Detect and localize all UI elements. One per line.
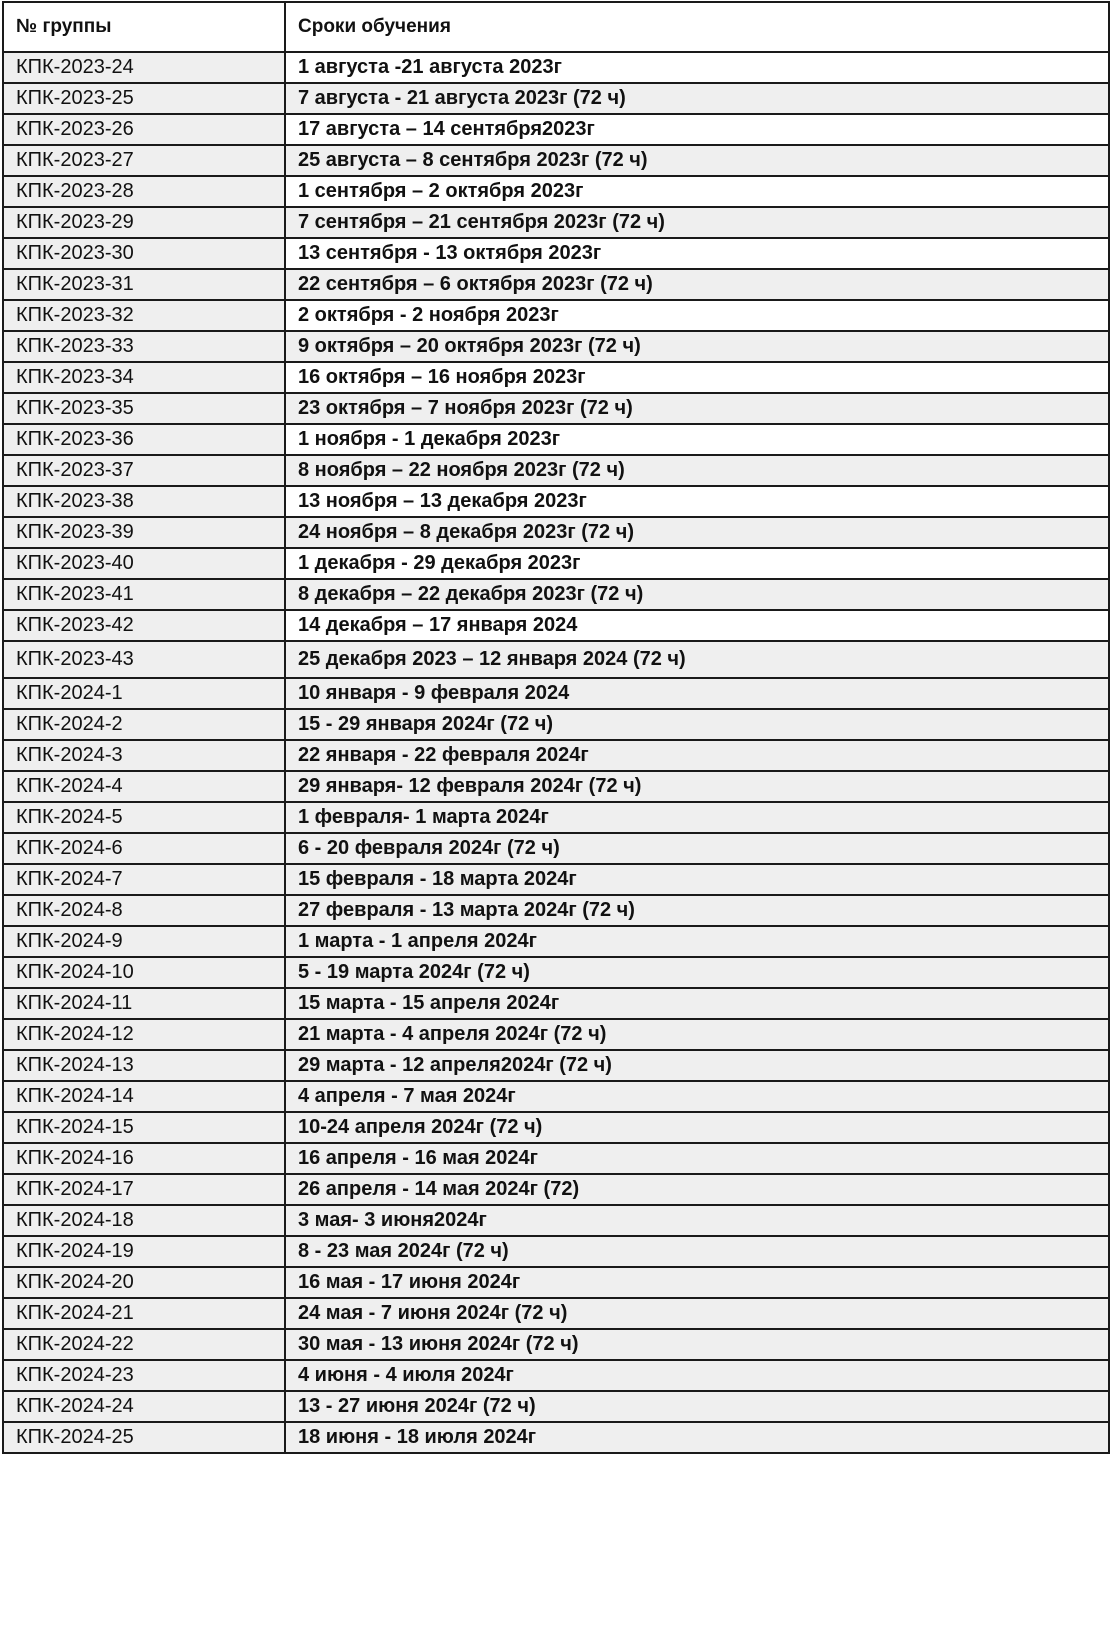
table-row: [3, 393, 1109, 424]
training-dates-cell: 16 мая - 17 июня 2024г: [285, 1267, 1109, 1298]
group-number-cell: КПК-2024-2: [3, 709, 285, 740]
group-number-cell: КПК-2023-32: [3, 300, 285, 331]
training-dates-cell: 23 октября – 7 ноября 2023г (72 ч): [285, 393, 1109, 424]
group-number-cell: КПК-2023-25: [3, 83, 285, 114]
table-row: [3, 207, 1109, 238]
training-dates-cell: 1 ноября - 1 декабря 2023г: [285, 424, 1109, 455]
training-dates-cell: 26 апреля - 14 мая 2024г (72): [285, 1174, 1109, 1205]
training-dates-cell: 13 ноября – 13 декабря 2023г: [285, 486, 1109, 517]
training-dates-cell: 27 февраля - 13 марта 2024г (72 ч): [285, 895, 1109, 926]
table-row: [3, 517, 1109, 548]
training-dates-cell: 29 марта - 12 апреля2024г (72 ч): [285, 1050, 1109, 1081]
table-row: [3, 455, 1109, 486]
group-number-cell: КПК-2024-17: [3, 1174, 285, 1205]
group-number-cell: КПК-2023-28: [3, 176, 285, 207]
group-number-cell: КПК-2024-14: [3, 1081, 285, 1112]
training-dates-cell: 22 сентября – 6 октября 2023г (72 ч): [285, 269, 1109, 300]
group-number-cell: КПК-2023-42: [3, 610, 285, 641]
table-row: [3, 1174, 1109, 1205]
group-number-cell: КПК-2024-20: [3, 1267, 285, 1298]
table-row: [3, 1050, 1109, 1081]
group-number-cell: КПК-2024-24: [3, 1391, 285, 1422]
table-row: [3, 362, 1109, 393]
table-row: [3, 1329, 1109, 1360]
training-dates-cell: 25 августа – 8 сентября 2023г (72 ч): [285, 145, 1109, 176]
training-dates-cell: 10-24 апреля 2024г (72 ч): [285, 1112, 1109, 1143]
group-number-cell: КПК-2023-31: [3, 269, 285, 300]
group-number-cell: КПК-2024-9: [3, 926, 285, 957]
table-row: [3, 331, 1109, 362]
group-number-cell: КПК-2023-39: [3, 517, 285, 548]
training-dates-cell: 18 июня - 18 июля 2024г: [285, 1422, 1109, 1453]
table-row: [3, 1360, 1109, 1391]
table-row: [3, 641, 1109, 678]
group-number-cell: КПК-2024-10: [3, 957, 285, 988]
table-row: [3, 1143, 1109, 1174]
training-dates-cell: 2 октября - 2 ноября 2023г: [285, 300, 1109, 331]
group-number-cell: КПК-2024-7: [3, 864, 285, 895]
table-row: [3, 988, 1109, 1019]
table-row: [3, 1391, 1109, 1422]
group-number-cell: КПК-2024-16: [3, 1143, 285, 1174]
training-dates-cell: 9 октября – 20 октября 2023г (72 ч): [285, 331, 1109, 362]
schedule-table: [2, 1, 1110, 1454]
table-row: [3, 802, 1109, 833]
group-number-cell: КПК-2023-35: [3, 393, 285, 424]
training-dates-cell: 10 января - 9 февраля 2024: [285, 678, 1109, 709]
training-dates-cell: 4 июня - 4 июля 2024г: [285, 1360, 1109, 1391]
group-number-cell: КПК-2023-38: [3, 486, 285, 517]
group-number-cell: КПК-2024-15: [3, 1112, 285, 1143]
training-dates-cell: 24 мая - 7 июня 2024г (72 ч): [285, 1298, 1109, 1329]
table-row: [3, 833, 1109, 864]
group-number-cell: КПК-2024-19: [3, 1236, 285, 1267]
group-number-cell: КПК-2023-36: [3, 424, 285, 455]
training-dates-cell: 15 - 29 января 2024г (72 ч): [285, 709, 1109, 740]
group-number-cell: КПК-2024-5: [3, 802, 285, 833]
table-row: [3, 300, 1109, 331]
table-body: [3, 52, 1109, 1453]
training-dates-cell: 1 марта - 1 апреля 2024г: [285, 926, 1109, 957]
group-number-cell: КПК-2024-11: [3, 988, 285, 1019]
training-dates-cell: 8 декабря – 22 декабря 2023г (72 ч): [285, 579, 1109, 610]
training-dates-cell: 13 сентября - 13 октября 2023г: [285, 238, 1109, 269]
table-row: [3, 926, 1109, 957]
column-header-group: № группы: [3, 2, 285, 52]
table-row: [3, 114, 1109, 145]
group-number-cell: КПК-2024-6: [3, 833, 285, 864]
group-number-cell: КПК-2023-33: [3, 331, 285, 362]
group-number-cell: КПК-2023-29: [3, 207, 285, 238]
training-dates-cell: 17 августа – 14 сентября2023г: [285, 114, 1109, 145]
table-row: [3, 1298, 1109, 1329]
group-number-cell: КПК-2024-12: [3, 1019, 285, 1050]
group-number-cell: КПК-2024-18: [3, 1205, 285, 1236]
training-dates-cell: 16 апреля - 16 мая 2024г: [285, 1143, 1109, 1174]
group-number-cell: КПК-2023-26: [3, 114, 285, 145]
training-dates-cell: 15 марта - 15 апреля 2024г: [285, 988, 1109, 1019]
training-dates-cell: 7 сентября – 21 сентября 2023г (72 ч): [285, 207, 1109, 238]
training-dates-cell: 29 января- 12 февраля 2024г (72 ч): [285, 771, 1109, 802]
table-row: [3, 83, 1109, 114]
table-row: [3, 957, 1109, 988]
group-number-cell: КПК-2023-27: [3, 145, 285, 176]
training-dates-cell: 21 марта - 4 апреля 2024г (72 ч): [285, 1019, 1109, 1050]
training-dates-cell: 30 мая - 13 июня 2024г (72 ч): [285, 1329, 1109, 1360]
training-dates-cell: 14 декабря – 17 января 2024: [285, 610, 1109, 641]
table-row: [3, 145, 1109, 176]
table-row: [3, 1205, 1109, 1236]
training-dates-cell: 8 - 23 мая 2024г (72 ч): [285, 1236, 1109, 1267]
table-row: [3, 238, 1109, 269]
training-dates-cell: 1 августа -21 августа 2023г: [285, 52, 1109, 83]
header-row: [3, 2, 1109, 52]
table-row: [3, 269, 1109, 300]
table-row: [3, 678, 1109, 709]
table-row: [3, 864, 1109, 895]
table-row: [3, 579, 1109, 610]
group-number-cell: КПК-2023-30: [3, 238, 285, 269]
group-number-cell: КПК-2024-4: [3, 771, 285, 802]
group-number-cell: КПК-2024-1: [3, 678, 285, 709]
table-row: [3, 771, 1109, 802]
group-number-cell: КПК-2024-13: [3, 1050, 285, 1081]
table-row: [3, 52, 1109, 83]
table-row: [3, 548, 1109, 579]
training-dates-cell: 24 ноября – 8 декабря 2023г (72 ч): [285, 517, 1109, 548]
training-dates-cell: 13 - 27 июня 2024г (72 ч): [285, 1391, 1109, 1422]
group-number-cell: КПК-2024-22: [3, 1329, 285, 1360]
table-row: [3, 1422, 1109, 1453]
training-dates-cell: 7 августа - 21 августа 2023г (72 ч): [285, 83, 1109, 114]
group-number-cell: КПК-2023-40: [3, 548, 285, 579]
training-dates-cell: 22 января - 22 февраля 2024г: [285, 740, 1109, 771]
table-row: [3, 709, 1109, 740]
group-number-cell: КПК-2024-21: [3, 1298, 285, 1329]
group-number-cell: КПК-2023-37: [3, 455, 285, 486]
training-dates-cell: 6 - 20 февраля 2024г (72 ч): [285, 833, 1109, 864]
group-number-cell: КПК-2024-3: [3, 740, 285, 771]
table-row: [3, 1019, 1109, 1050]
training-dates-cell: 4 апреля - 7 мая 2024г: [285, 1081, 1109, 1112]
group-number-cell: КПК-2023-41: [3, 579, 285, 610]
table-row: [3, 176, 1109, 207]
group-number-cell: КПК-2023-24: [3, 52, 285, 83]
training-dates-cell: 15 февраля - 18 марта 2024г: [285, 864, 1109, 895]
table-row: [3, 610, 1109, 641]
training-dates-cell: 8 ноября – 22 ноября 2023г (72 ч): [285, 455, 1109, 486]
group-number-cell: КПК-2023-34: [3, 362, 285, 393]
table-row: [3, 1236, 1109, 1267]
table-row: [3, 1112, 1109, 1143]
training-dates-cell: 3 мая- 3 июня2024г: [285, 1205, 1109, 1236]
group-number-cell: КПК-2024-23: [3, 1360, 285, 1391]
table-row: [3, 486, 1109, 517]
table-row: [3, 424, 1109, 455]
training-dates-cell: 5 - 19 марта 2024г (72 ч): [285, 957, 1109, 988]
column-header-dates: Сроки обучения: [285, 2, 1109, 52]
group-number-cell: КПК-2024-8: [3, 895, 285, 926]
table-row: [3, 1267, 1109, 1298]
training-dates-cell: 1 сентября – 2 октября 2023г: [285, 176, 1109, 207]
training-dates-cell: 1 февраля- 1 марта 2024г: [285, 802, 1109, 833]
table-row: [3, 895, 1109, 926]
group-number-cell: КПК-2024-25: [3, 1422, 285, 1453]
group-number-cell: КПК-2023-43: [3, 641, 285, 678]
training-dates-cell: 16 октября – 16 ноября 2023г: [285, 362, 1109, 393]
table-row: [3, 1081, 1109, 1112]
table-row: [3, 740, 1109, 771]
training-dates-cell: 25 декабря 2023 – 12 января 2024 (72 ч): [285, 641, 1109, 678]
training-dates-cell: 1 декабря - 29 декабря 2023г: [285, 548, 1109, 579]
